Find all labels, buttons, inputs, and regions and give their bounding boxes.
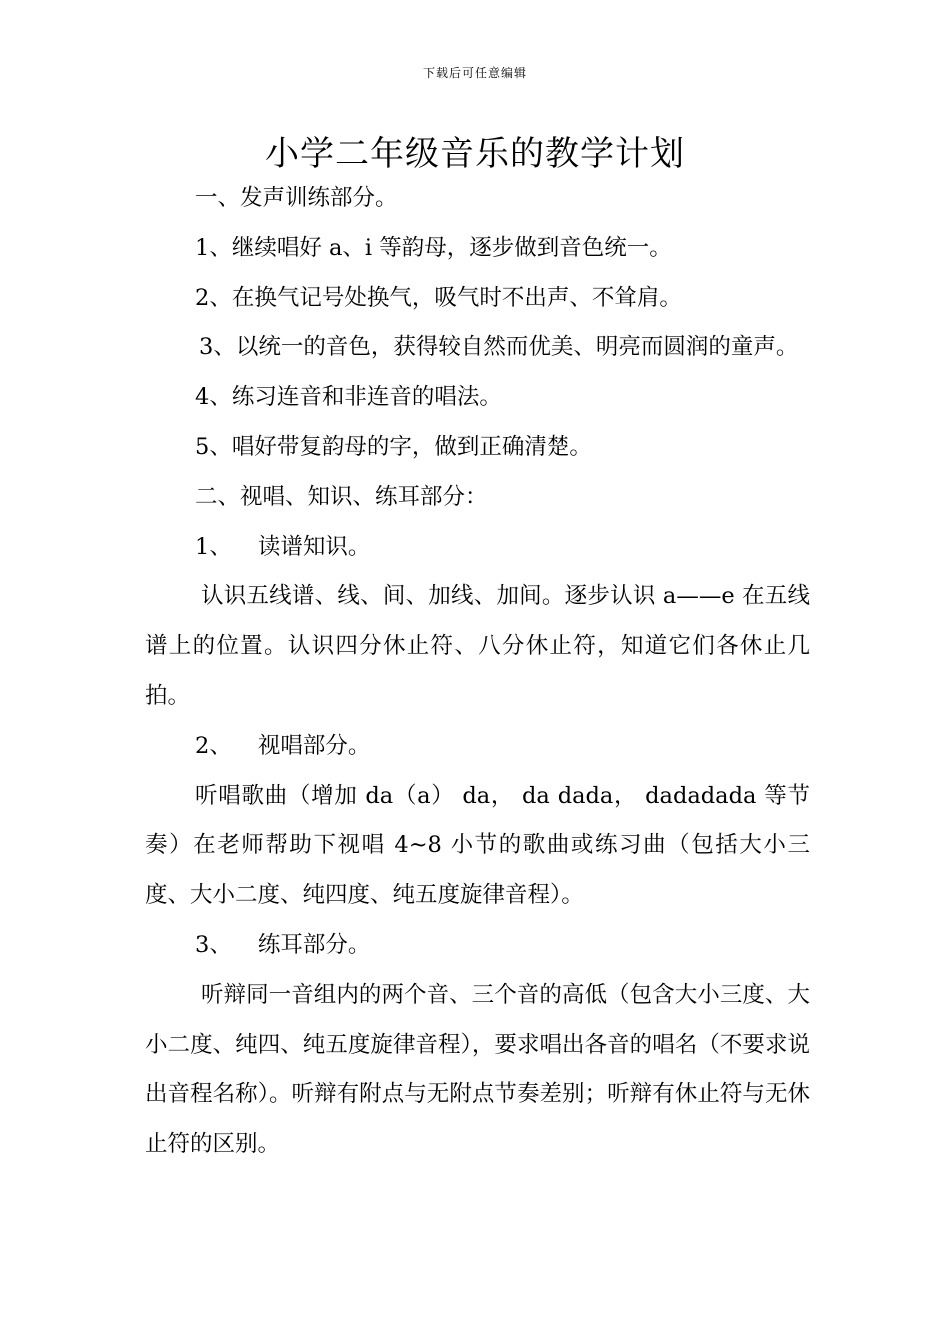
paragraph-item: 4、练习连音和非连音的唱法。 — [195, 384, 502, 411]
paragraph-item: 认识五线谱、线、间、加线、加间。逐步认识 a——e 在五线谱上的位置。认识四分休止符、八分休止符，知道它们各休止几拍。 — [145, 583, 810, 709]
paragraph-item: 听唱歌曲（增加 da（a） da， da dada， dadadada 等节奏）在老师帮助下视唱 4~8 小节的歌曲或练习曲（包括大小三度、大小二度、纯四度、纯五度旋律音程）。 — [145, 782, 810, 909]
paragraph-item: 3、以统一的音色，获得较自然而优美、明亮而圆润的童声。 — [199, 334, 799, 361]
subsection-number: 2、 — [195, 732, 232, 759]
subsection-label: 视唱部分。 — [257, 732, 371, 759]
document-body — [145, 174, 810, 1170]
subsection-number: 1、 — [195, 533, 232, 560]
subsection-label: 练耳部分。 — [257, 931, 371, 958]
document-title: 小学二年级音乐的教学计划 — [265, 134, 685, 174]
subsection-heading — [145, 523, 810, 573]
paragraph-item: 5、唱好带复韵母的字，做到正确清楚。 — [195, 433, 592, 460]
paragraph-item: 听辩同一音组内的两个音、三个音的高低（包含大小三度、大小二度、纯四、纯五度旋律音程），要求唱出各音的唱名（不要求说出音程名称）。听辩有附点与无附点节奏差别；听辩有休止符与无休止符的区别。 — [145, 981, 810, 1158]
subsection-heading — [145, 722, 810, 772]
section-heading-vocal: 一、发声训练部分。 — [195, 185, 398, 211]
paragraph-item: 2、在换气记号处换气，吸气时不出声、不耸肩。 — [195, 284, 682, 311]
header-note: 下载后可任意编辑 — [422, 66, 527, 80]
subsection-heading — [145, 921, 810, 971]
subsection-number: 3、 — [195, 931, 232, 958]
paragraph-item: 1、继续唱好 a、i 等韵母，逐步做到音色统一。 — [195, 234, 672, 261]
subsection-label: 读谱知识。 — [257, 533, 371, 560]
section-heading-sight-singing: 二、视唱、知识、练耳部分： — [195, 483, 488, 510]
